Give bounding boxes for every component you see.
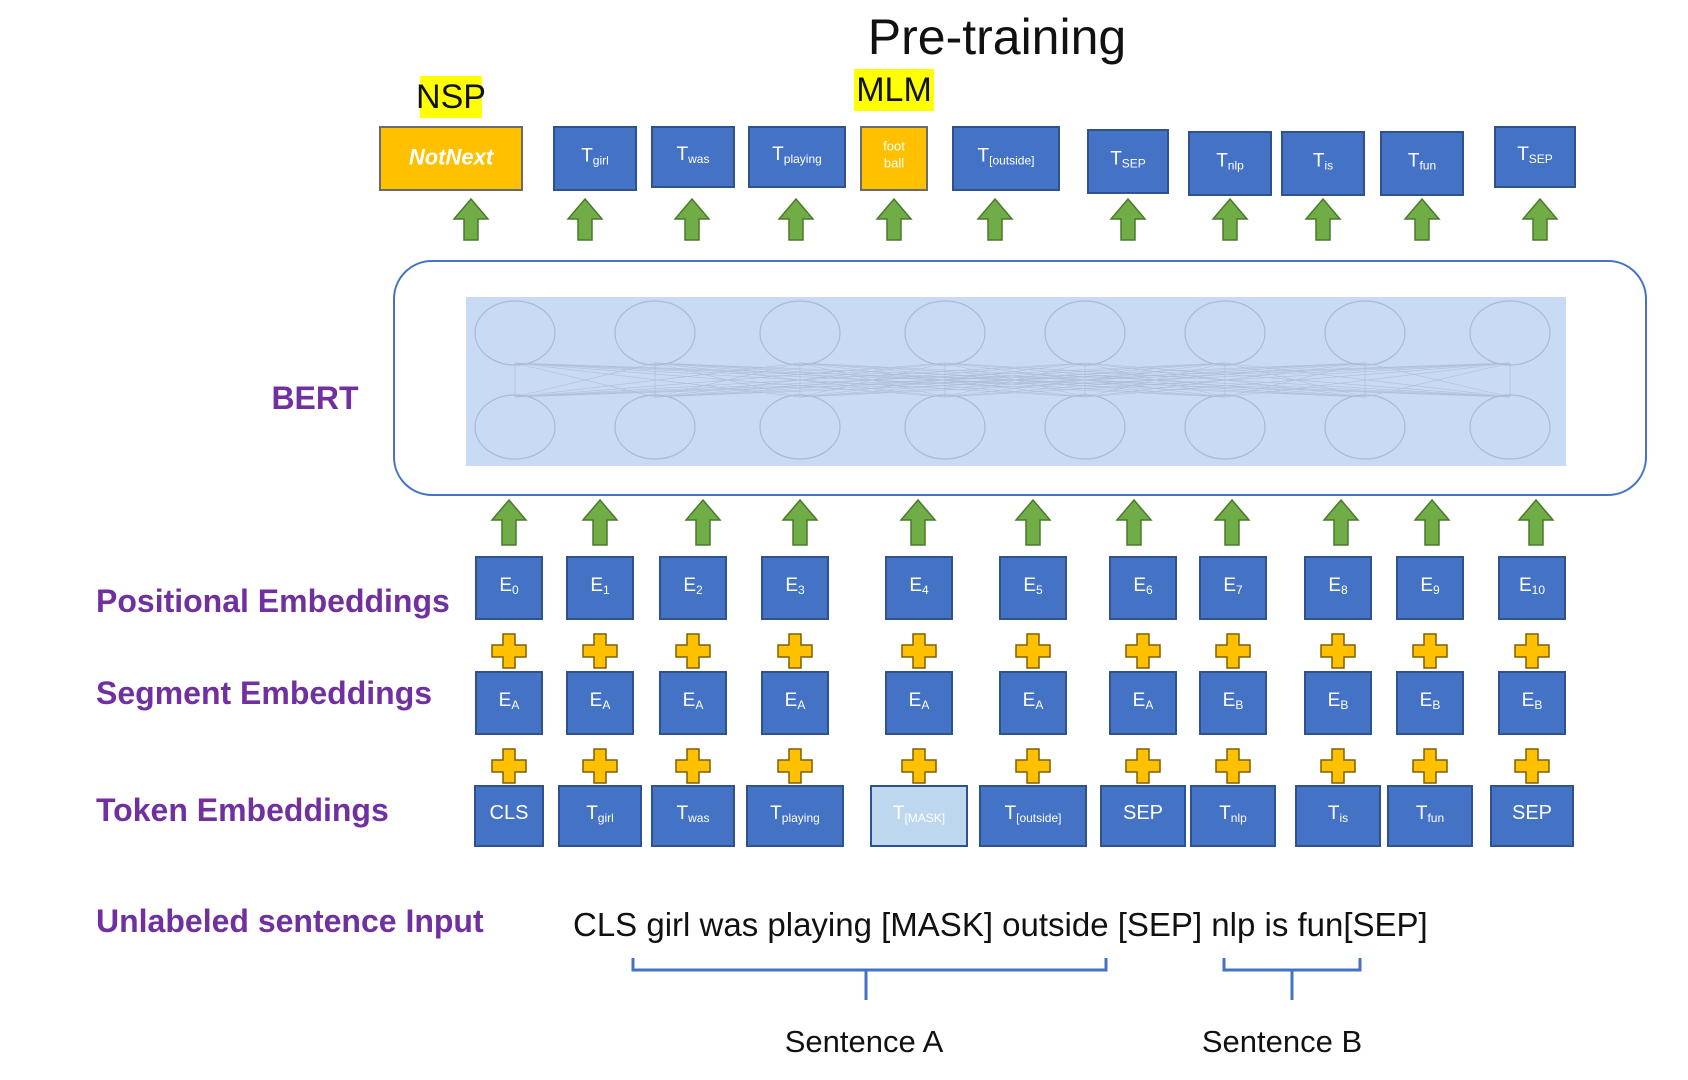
up-arrow xyxy=(1111,199,1145,240)
positional-label-main: E xyxy=(785,575,798,597)
plus-sign xyxy=(902,634,936,668)
positional-label-main: E xyxy=(1133,575,1146,597)
segment-label-sub: A xyxy=(602,698,611,713)
diagram-title: Pre-training xyxy=(867,9,1127,65)
positional-label-main: E xyxy=(590,575,603,597)
output-token-label-sub: SEP xyxy=(1121,156,1146,171)
output-token-label-main: T xyxy=(676,144,689,166)
tokens-label-sub: [MASK] xyxy=(904,811,946,826)
positional-label-main: E xyxy=(1420,575,1433,597)
segment-label-main: E xyxy=(1132,690,1146,712)
up-arrow xyxy=(583,500,617,545)
plus-sign xyxy=(1413,634,1447,668)
mlm-label: MLM xyxy=(856,71,932,109)
output-token-label-sub: was xyxy=(688,152,710,167)
segment-label-main: E xyxy=(498,690,512,712)
tokens-label xyxy=(1512,802,1552,824)
tokens-label-main: T xyxy=(586,803,598,825)
output-token-label-sub: playing xyxy=(783,152,822,167)
input-arrows xyxy=(492,500,1553,545)
positional-label-main: E xyxy=(499,575,512,597)
tokens-label-sub: was xyxy=(688,811,710,826)
token-embeddings-label: Token Embeddings xyxy=(96,792,389,828)
tokens-label xyxy=(490,802,529,824)
segment-label-main: E xyxy=(1521,690,1535,712)
tokens-label-main: T xyxy=(1219,803,1231,825)
positional-label-sub: 5 xyxy=(1036,583,1043,598)
segment-label-sub: A xyxy=(511,698,520,713)
tokens-label-main: T xyxy=(1327,803,1340,825)
positional-label-main: E xyxy=(1223,575,1236,597)
up-arrow xyxy=(779,199,813,240)
plus-sign xyxy=(583,634,617,668)
mlm-output-word: ball xyxy=(883,155,905,171)
nsp-label: NSP xyxy=(416,78,486,116)
positional-label-sub: 4 xyxy=(922,583,929,598)
output-token-label-main: T xyxy=(1216,150,1228,172)
up-arrow xyxy=(1213,199,1247,240)
mlm-output-word: foot xyxy=(883,138,905,154)
up-arrow xyxy=(1519,500,1553,545)
sentence-a-label: Sentence A xyxy=(784,1024,944,1059)
segment-label-sub: B xyxy=(1432,698,1441,713)
positional-label-main: E xyxy=(909,575,922,597)
output-arrows xyxy=(454,199,1557,240)
up-arrow xyxy=(686,500,720,545)
unlabeled-input-label: Unlabeled sentence Input xyxy=(96,903,484,939)
sentence-a-brace xyxy=(633,958,1106,1000)
segment-label-main: E xyxy=(682,690,696,712)
tokens-label-main: T xyxy=(770,803,782,825)
segment-label-sub: A xyxy=(1035,698,1044,713)
output-token-label-sub: SEP xyxy=(1528,152,1553,167)
output-tokens-row xyxy=(380,127,1575,195)
up-arrow xyxy=(1523,199,1557,240)
plus-sign xyxy=(492,749,526,783)
tokens-label-sub: [outside] xyxy=(1016,811,1062,826)
up-arrow xyxy=(1324,500,1358,545)
positional-label-sub: 2 xyxy=(696,583,703,598)
tokens-label-main: T xyxy=(1004,803,1017,825)
segment-label-main: E xyxy=(908,690,922,712)
positional-label-sub: 7 xyxy=(1236,583,1243,598)
segment-label-main: E xyxy=(1327,690,1341,712)
positional-label-main: E xyxy=(1023,575,1036,597)
up-arrow xyxy=(675,199,709,240)
output-token-label-sub: is xyxy=(1324,158,1334,173)
plus-sign xyxy=(778,634,812,668)
positional-embeddings-label: Positional Embeddings xyxy=(96,583,450,619)
plus-sign xyxy=(1016,749,1050,783)
plus-sign xyxy=(1016,634,1050,668)
segment-label-main: E xyxy=(784,690,798,712)
up-arrow xyxy=(1215,500,1249,545)
segment-label-sub: A xyxy=(797,698,806,713)
up-arrow xyxy=(1415,500,1449,545)
positional-embeddings-row xyxy=(476,557,1565,619)
output-token-label-sub: [outside] xyxy=(989,153,1035,168)
plus-sign xyxy=(1413,749,1447,783)
segment-label-sub: A xyxy=(1145,698,1154,713)
plus-sign xyxy=(676,749,710,783)
plus-sign xyxy=(1216,749,1250,783)
output-token-label-sub: girl xyxy=(592,153,609,168)
segment-embeddings-label: Segment Embeddings xyxy=(96,675,433,711)
up-arrow xyxy=(568,199,602,240)
up-arrow xyxy=(901,500,935,545)
positional-label-main: E xyxy=(1328,575,1341,597)
up-arrow xyxy=(1117,500,1151,545)
segment-label-main: E xyxy=(1419,690,1433,712)
plus-sign xyxy=(1321,749,1355,783)
output-token-label-main: T xyxy=(1110,148,1122,170)
plus-sign xyxy=(1515,634,1549,668)
plus-sign xyxy=(1515,749,1549,783)
output-token-label-main: T xyxy=(977,145,990,167)
plus-sign xyxy=(1216,634,1250,668)
token-embeddings-row xyxy=(475,786,1573,846)
up-arrow xyxy=(877,199,911,240)
output-token-label-main: T xyxy=(581,145,593,167)
segment-label-main: E xyxy=(1222,690,1236,712)
tokens-label-main: SEP xyxy=(1122,802,1164,825)
segment-label-main: E xyxy=(1022,690,1036,712)
nsp-output-text: NotNext xyxy=(408,144,494,170)
bert-label: BERT xyxy=(271,380,359,416)
output-token-label-main: T xyxy=(772,144,784,166)
tokens-label-main: T xyxy=(676,803,689,825)
up-arrow xyxy=(492,500,526,545)
positional-label-sub: 10 xyxy=(1531,583,1546,598)
output-token-label-sub: nlp xyxy=(1227,158,1244,173)
up-arrow xyxy=(1405,199,1439,240)
sentence-b-brace xyxy=(1224,958,1360,1000)
segment-label-main: E xyxy=(589,690,603,712)
tokens-label-main: SEP xyxy=(1511,802,1553,825)
up-arrow xyxy=(1306,199,1340,240)
segment-embeddings-row xyxy=(476,672,1565,734)
positional-label-sub: 9 xyxy=(1433,583,1440,598)
plus-sign xyxy=(1126,634,1160,668)
tokens-label-sub: playing xyxy=(781,811,820,826)
up-arrow xyxy=(1016,500,1050,545)
positional-label-sub: 1 xyxy=(603,583,610,598)
output-token-label-main: T xyxy=(1407,150,1420,172)
segment-label-sub: B xyxy=(1340,698,1349,713)
segment-label-sub: B xyxy=(1235,698,1244,713)
tokens-label-sub: girl xyxy=(597,811,614,826)
segment-label-sub: A xyxy=(921,698,930,713)
output-token-label-main: T xyxy=(1517,144,1529,166)
plus-sign xyxy=(1126,749,1160,783)
positional-label-sub: 6 xyxy=(1146,583,1153,598)
tokens-label-sub: nlp xyxy=(1230,811,1247,826)
positional-label-sub: 8 xyxy=(1341,583,1348,598)
positional-label-sub: 0 xyxy=(512,583,519,598)
plus-signs-upper xyxy=(492,634,1549,668)
sentence-b-label: Sentence B xyxy=(1201,1024,1363,1059)
tokens-label xyxy=(1123,802,1163,824)
positional-label-main: E xyxy=(1518,575,1532,597)
input-sentence: CLS girl was playing [MASK] outside [SEP] nlp is fun[SEP] xyxy=(573,906,1428,943)
plus-sign xyxy=(778,749,812,783)
up-arrow xyxy=(978,199,1012,240)
segment-label-sub: B xyxy=(1534,698,1543,713)
output-token-label-sub: fun xyxy=(1419,158,1437,173)
positional-label-sub: 3 xyxy=(798,583,805,598)
segment-label-sub: A xyxy=(695,698,704,713)
tokens-label-main: T xyxy=(1415,803,1428,825)
tokens-label-sub: fun xyxy=(1427,811,1445,826)
plus-sign xyxy=(492,634,526,668)
tokens-label-sub: is xyxy=(1339,811,1349,826)
tokens-label-main: T xyxy=(892,803,905,825)
tokens-label-main: CLS xyxy=(489,802,529,825)
up-arrow xyxy=(783,500,817,545)
plus-signs-lower xyxy=(492,749,1549,783)
plus-sign xyxy=(1321,634,1355,668)
positional-label-main: E xyxy=(683,575,696,597)
plus-sign xyxy=(902,749,936,783)
output-token-label-main: T xyxy=(1312,150,1325,172)
up-arrow xyxy=(454,199,488,240)
plus-sign xyxy=(583,749,617,783)
plus-sign xyxy=(676,634,710,668)
